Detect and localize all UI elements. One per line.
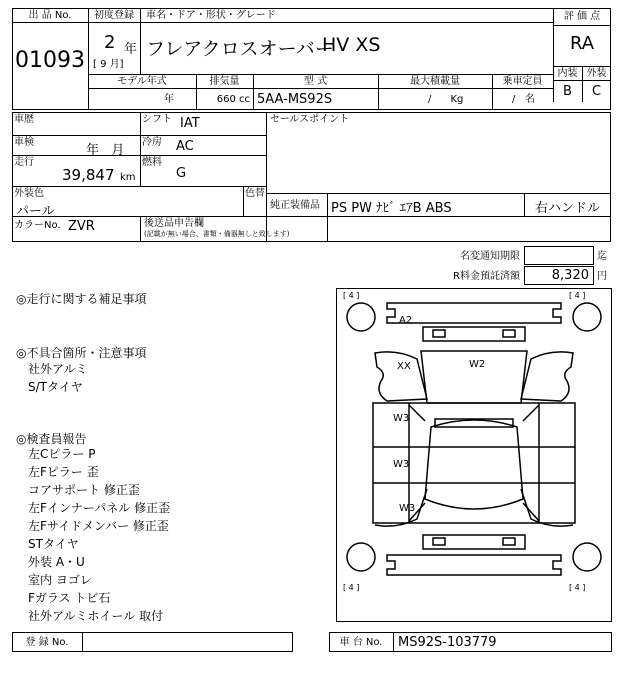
aftermarket-label: 後送品申告欄 [144,218,204,229]
recycle-label: R料金預託済額 [453,271,520,282]
color-no-label: カラーNo. [14,220,61,231]
color-change-label: 色替 [245,188,265,199]
max-load-label: 最大積載量 [410,76,460,87]
ext-color-label: 外装色 [14,188,44,199]
genuine-items: PS PW ﾅﾋﾞ ｴｱB ABS [331,201,452,216]
recycle-unit: 円 [597,271,607,282]
ac-value: AC [176,139,194,154]
lot-number: 01093 [15,48,85,73]
lot-label: 出 品 No. [28,10,72,21]
damage-mark-door: W3 [393,459,410,470]
name-change-unit: 迄 [597,251,607,262]
year-value: 2 [104,32,116,53]
ext-color-value: パール [16,204,55,219]
ac-label: 冷房 [142,137,162,148]
supplement-label: ◎走行に関する補足事項 [16,292,147,306]
car-name: フレアクロスオーバー [146,38,334,60]
shift-label: シフト [142,114,172,125]
capacity-label: 乗車定員 [502,76,543,87]
displacement-value: 660 cc [216,94,250,105]
car-diagram [336,288,612,622]
damage-mark-bumper: A2 [399,315,413,326]
recycle-value: 8,320 [524,266,594,285]
inspector-item: 社外アルミホイール 取付 [28,609,164,623]
mileage-unit: km [120,172,136,183]
chassis-value: MS92S-103779 [398,635,497,650]
defect-item: 社外アルミ [28,362,88,376]
type-label: 型 式 [303,76,328,87]
first-reg-label: 初度登録 [94,10,134,21]
damage-mark-hood: W2 [469,359,486,370]
inspector-item: 左Fサイドメンバー 修正歪 [28,519,169,533]
capacity-value: / 名 [512,94,535,105]
inspector-item: 左Cピラー P [28,447,96,461]
fuel-value: G [176,166,187,181]
tire-front-right: [ 4 ] [569,291,586,300]
max-load-value: / Kg [428,94,464,105]
exterior-score: C [591,84,602,99]
month-value: [ 9 月] [93,59,124,70]
defects-label: ◎不具合箇所・注意事項 [16,346,147,360]
tire-front-left: [ 4 ] [343,291,360,300]
car-title-label: 車名・ドア・形状・グレード [146,10,276,21]
score-value: RA [569,33,595,54]
car-grade: HV XS [322,34,381,56]
inspector-label: ◎検査員報告 [16,432,87,446]
inspection-label: 車検 [14,137,34,148]
interior-label: 内装 [557,68,578,79]
genuine-label: 純正装備品 [270,200,320,211]
exterior-label: 外装 [586,68,607,79]
name-change-label: 名変通知期限 [460,251,520,262]
car-outline [337,289,611,621]
mileage-label: 走行 [14,157,34,168]
color-no-value: ZVR [68,219,95,234]
model-year-unit: 年 [164,94,174,105]
score-label: 評 価 点 [563,11,601,22]
name-change-box [524,246,594,265]
interior-score: B [563,84,572,99]
inspector-item: 左Fピラー 歪 [28,465,99,479]
fuel-label: 燃料 [142,157,162,168]
inspector-item: 外装 A・U [28,555,85,569]
steering-value: 右ハンドル [534,201,600,216]
inspector-item: Fガラス トビ石 [28,591,111,605]
inspector-item: 室内 ヨゴレ [28,573,92,587]
damage-mark-rear: W3 [399,503,416,514]
inspector-item: コアサポート 修正歪 [28,483,140,497]
shift-value: IAT [180,116,200,131]
sales-point-label: セールスポイント [270,114,350,125]
history-label: 車歴 [14,114,34,125]
tire-rear-left: [ 4 ] [343,583,360,592]
inspector-item: STタイヤ [28,537,79,551]
model-year-label: モデル年式 [117,76,167,87]
year-unit: 年 [124,42,138,57]
aftermarket-note: (記載が無い場合、書類・備器無しと致します) [144,230,290,238]
inspection-value: 年 月 [86,143,125,158]
damage-mark-fender: XX [397,361,411,372]
chassis-label: 車 台 No. [339,637,383,648]
tire-rear-right: [ 4 ] [569,583,586,592]
displacement-label: 排気量 [209,76,240,87]
reg-label: 登 録 No. [25,637,69,648]
defect-item: S/Tタイヤ [28,380,83,394]
damage-mark-pillar: W3 [393,413,410,424]
type-value: 5AA-MS92S [257,92,333,107]
inspector-item: 左Fインナーパネル 修正歪 [28,501,171,515]
mileage-value: 39,847 [62,166,115,184]
